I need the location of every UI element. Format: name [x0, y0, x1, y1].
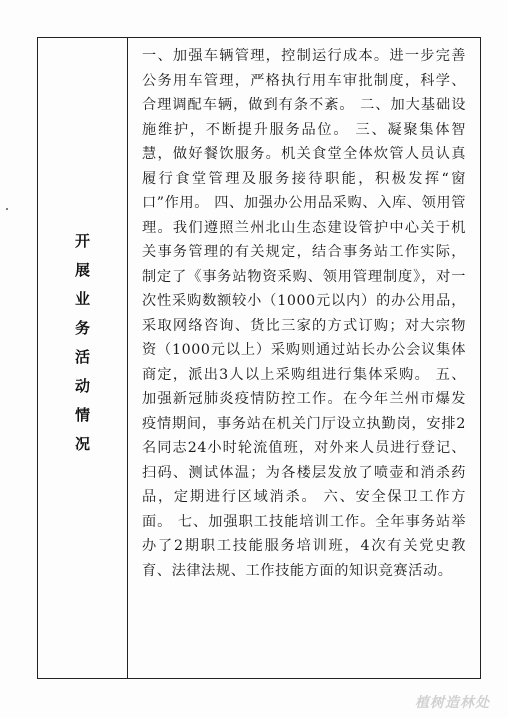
scan-artifact	[6, 208, 8, 210]
content-cell	[128, 38, 480, 678]
activity-table	[37, 37, 481, 679]
activity-description: 一、加强车辆管理，控制运行成本。进一步完善公务用车管理，严格执行用车审批制度，科学、合理调配车辆，做到有条不紊。 二、加大基础设施维护，不断提升服务品位。 三、凝聚集体智慧，做好餐饮服务。机关食堂全体炊管人员认真履行食堂管理及服务接待职能，积极发挥“窗口”作用。 四、加强办公用品采购、入库、领用管理。我们遵照兰州北山生态建设管护中心关于机关事务管理的有关规定，结合事务站工作实际，制定了《事务站物资采购、领用管理制度》，对一次性采购数额较小（1000元以内）的办公用品，采取网络咨询、货比三家的方式订购；对大宗物资（1000元以上）采购则通过站长办公会议集体商定，派出3人以上采购组进行集体采购。 五、加强新冠肺炎疫情防控工作。在今年兰州市爆发疫情期间，事务站在机关门厅设立执勤岗，安排2名同志24小时轮流值班，对外来人员进行登记、扫码、测试体温；为各楼层发放了喷壶和消杀药品，定期进行区域消杀。 六、安全保卫工作方面。 七、加强职工技能培训工作。全年事务站举办了2期职工技能服务培训班，4次有关党史教育、法律法规、工作技能方面的知识竞赛活动。	[142, 48, 466, 579]
row-label: 开展业务活动情况	[73, 233, 91, 465]
label-cell	[38, 38, 128, 678]
watermark-text: 植树造林处	[415, 695, 490, 711]
